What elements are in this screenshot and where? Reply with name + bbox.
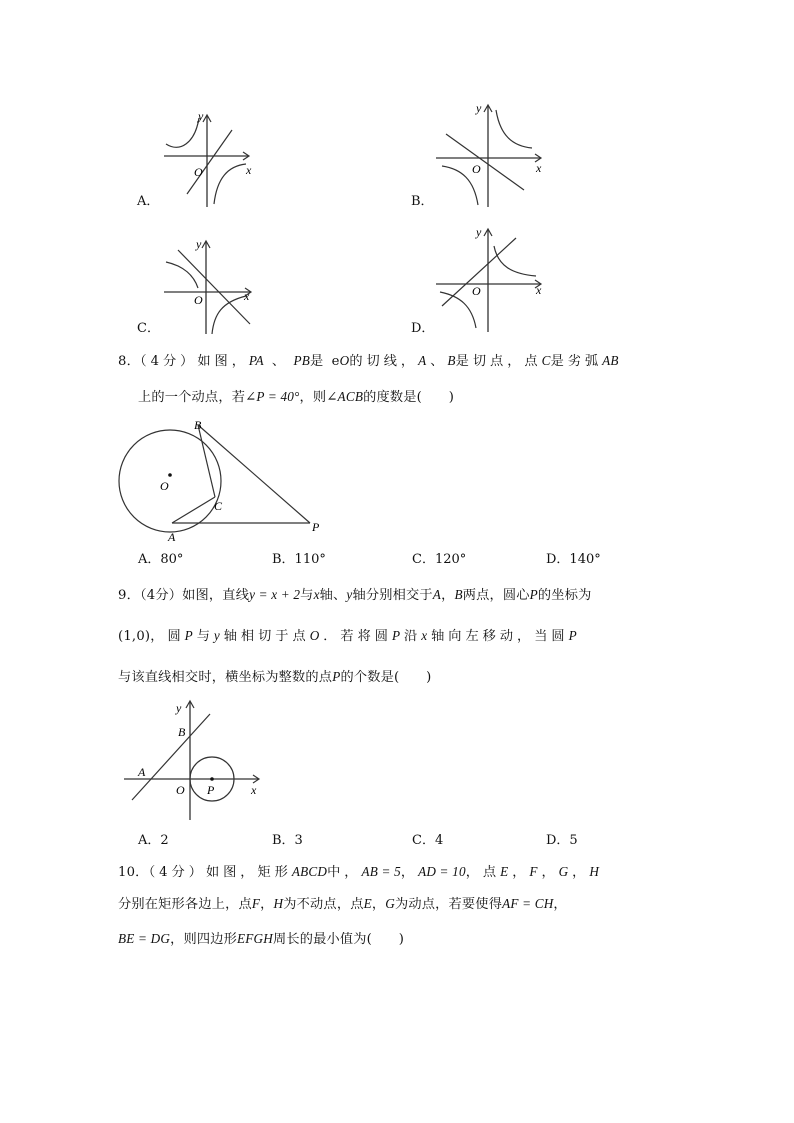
graph-c-y-label: y (196, 237, 202, 251)
q9-coord: (1,0) (118, 629, 151, 644)
q9-text: ．若将圆 (323, 629, 392, 644)
q9-text: 轴向左移动，当圆 (431, 629, 569, 644)
q9-text: 的坐标为 (537, 588, 592, 603)
q8-angle-acb: ∠ACB (326, 389, 364, 404)
q10-text: 为不动点，点 (283, 897, 364, 912)
q10-text: ，点 (465, 865, 501, 880)
q8-text: ，则 (299, 390, 327, 405)
q8-choice-a: A．80° (138, 552, 184, 567)
q10-g: G (558, 864, 573, 879)
q9-x: x (313, 587, 320, 602)
q8-text: 是切点，点 (455, 354, 542, 369)
q8-angle-p: ∠P = 40° (245, 389, 300, 404)
q9-text: 两点，圆心 (462, 588, 530, 603)
q9-fig-a: A (138, 765, 146, 779)
q8-pb: PB (293, 353, 311, 368)
q10-line-2 (118, 895, 567, 914)
q9-fig-o: O (176, 783, 185, 797)
q10-ab: AB = 5 (361, 864, 401, 879)
q10-efgh: EFGH (237, 931, 273, 946)
graph-b-x-label: x (536, 161, 542, 175)
q9-text: 与该直线相交时，横坐标为整数的点 (118, 670, 333, 685)
q8-a: A (418, 353, 431, 368)
graph-d (432, 224, 547, 334)
q10-text: ，则四边形 (170, 932, 237, 947)
q8-sep: 、 (271, 354, 286, 369)
q8-b: B (447, 353, 456, 368)
q9-text: 与 (196, 629, 214, 644)
graph-c-origin-label: O (194, 293, 203, 307)
q9-choice-a: A．2 (138, 833, 169, 848)
q9-choice-c: C．4 (412, 833, 444, 848)
q9-x: x (421, 628, 432, 643)
q8-fig-c: C (214, 499, 223, 513)
q10-text: ， (512, 865, 530, 880)
graph-a-y-label: y (198, 109, 204, 123)
q10-g: G (385, 896, 395, 911)
q10-be-dg: BE = DG (118, 931, 171, 946)
q10-text: 周长的最小值为( ) (272, 932, 405, 947)
q8-choice-d: D．140° (546, 552, 601, 567)
q8-arc-ab: AB (602, 353, 619, 368)
q9-score: （4分） (139, 588, 183, 603)
q8-fig-b: B (194, 418, 202, 432)
q10-e: E (500, 864, 513, 879)
q10-text: ， (400, 865, 419, 880)
q10-line-3 (118, 930, 404, 949)
q9-y: y (346, 587, 353, 602)
option-a-label: A． (137, 194, 160, 209)
graph-a-x-label: x (246, 163, 252, 177)
graph-a-origin-label: O (194, 165, 203, 179)
q8-score: （4分） (139, 354, 198, 369)
graph-b-origin-label: O (472, 162, 481, 176)
q9-equation: y = x + 2 (249, 587, 301, 602)
q10-e: E (363, 896, 372, 911)
q9-text: 与 (300, 588, 314, 603)
q10-line-1 (118, 863, 599, 882)
q10-text: 如图，矩形 (205, 865, 292, 880)
q10-text: ， (553, 897, 567, 912)
q8-c: C (541, 353, 551, 368)
q9-fig-p: P (207, 783, 215, 797)
q8-figure (110, 415, 340, 545)
q8-text: 是 (310, 354, 324, 369)
q10-af-ch: AF = CH (502, 896, 554, 911)
q9-line-3 (118, 668, 431, 687)
option-b-label: B． (411, 194, 434, 209)
graph-a (150, 108, 260, 208)
q9-number: 9． (118, 588, 140, 603)
q8-fig-o: O (160, 479, 169, 493)
q8-text: 的切线， (349, 354, 419, 369)
q9-text: 轴相切于点 (223, 629, 310, 644)
graph-d-y-label: y (476, 225, 482, 239)
q9-p: P (332, 669, 341, 684)
q8-sep: 、 (430, 354, 448, 369)
q8-choice-b: B．110° (272, 552, 326, 567)
q8-number: 8． (118, 354, 140, 369)
option-c-label: C． (137, 321, 160, 336)
q9-fig-b: B (178, 725, 186, 739)
q8-pa: PA (248, 353, 264, 368)
q9-text: ，圆 (150, 629, 185, 644)
q9-p: P (529, 587, 538, 602)
q9-text: 的个数是( ) (340, 670, 432, 685)
q9-p: P (391, 628, 405, 643)
q9-fig-y: y (176, 701, 182, 715)
q9-o: O (309, 628, 324, 643)
graph-c (150, 236, 265, 336)
graph-b-y-label: y (476, 101, 482, 115)
circle-symbol: e (331, 354, 340, 369)
graph-b (432, 100, 547, 210)
q9-line-2 (118, 627, 577, 646)
option-d-label: D． (411, 321, 435, 336)
graph-d-origin-label: O (472, 284, 481, 298)
q9-choice-b: B．3 (272, 833, 303, 848)
q10-text: ， (572, 865, 590, 880)
q8-line-2 (138, 388, 454, 407)
q10-abcd: ABCD (291, 864, 328, 879)
q10-text: ， (541, 865, 559, 880)
graph-d-x-label: x (536, 283, 542, 297)
q8-text: 如图， (197, 354, 249, 369)
q9-fig-x: x (251, 783, 257, 797)
q8-text: 上的一个动点，若 (138, 390, 246, 405)
q8-o: O (339, 353, 350, 368)
q9-y: y (213, 628, 224, 643)
q9-choice-d: D．5 (546, 833, 578, 848)
q9-line-1 (118, 586, 591, 605)
q10-f: F (529, 864, 542, 879)
q9-text: ， (441, 588, 455, 603)
q10-text: 为动点，若要使得 (394, 897, 503, 912)
q8-text: 是劣弧 (550, 354, 603, 369)
q10-ad: AD = 10 (418, 864, 466, 879)
q8-fig-a: A (168, 530, 176, 544)
q9-b: B (454, 587, 463, 602)
q9-text: 如图，直线 (182, 588, 250, 603)
q8-fig-p: P (312, 520, 320, 534)
q8-choice-c: C．120° (412, 552, 467, 567)
q10-score: （4分） (148, 865, 206, 880)
graph-c-x-label: x (244, 289, 250, 303)
q10-text: ， (260, 897, 274, 912)
q8-line-1 (118, 352, 619, 371)
q9-a: A (432, 587, 442, 602)
q10-text: 中， (327, 865, 362, 880)
q9-p: P (184, 628, 197, 643)
q8-text: 的度数是( ) (363, 390, 455, 405)
q10-number: 10． (118, 865, 149, 880)
q10-text: 分别在矩形各边上，点 (118, 897, 252, 912)
q10-f: F (251, 896, 261, 911)
q9-figure (120, 698, 270, 823)
q10-h: H (273, 896, 284, 911)
q9-text: 轴分别相交于 (352, 588, 433, 603)
q9-p: P (568, 628, 577, 643)
q9-text: 轴、 (319, 588, 347, 603)
q10-h: H (589, 864, 600, 879)
q9-text: 沿 (404, 629, 422, 644)
q10-text: ， (371, 897, 386, 912)
